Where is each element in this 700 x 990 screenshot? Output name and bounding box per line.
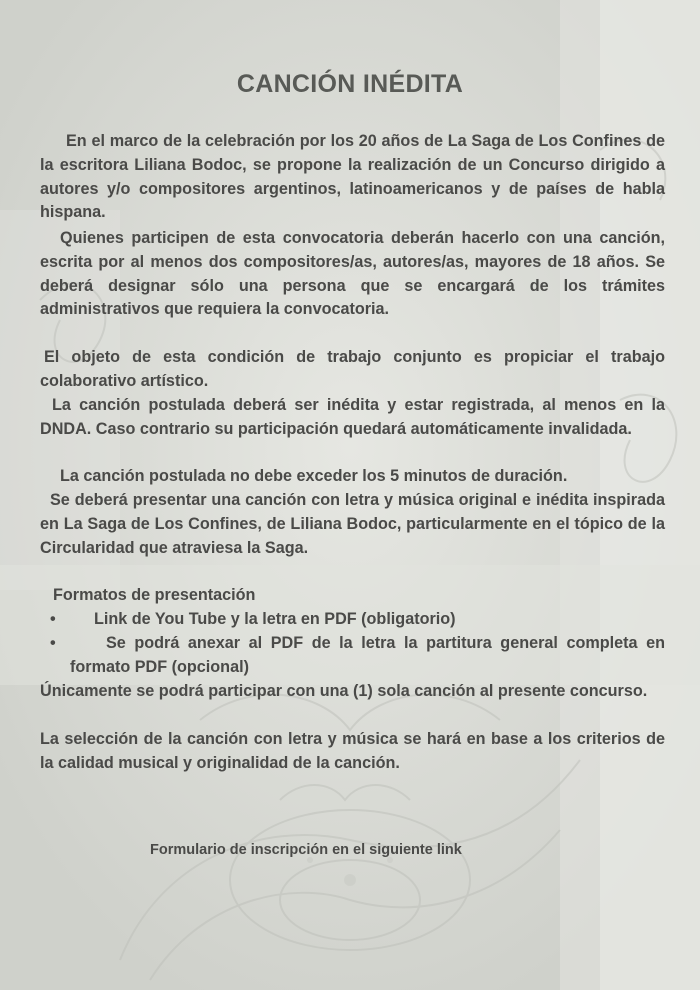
format-item-label: Se podrá anexar al PDF de la letra la partitura general completa en formato PDF (opcional) <box>70 634 665 676</box>
paragraph-unpublished: La canción postulada deberá ser inédita y estar registrada, al menos en la DNDA. Caso contrario su participación quedará automáticamente invalidada. <box>40 396 665 438</box>
format-item-label: Link de You Tube y la letra en PDF (obligatorio) <box>94 610 456 628</box>
bullet-icon: • <box>50 610 56 628</box>
formats-title: Formatos de presentación <box>53 586 256 604</box>
paragraph-original-song: Se deberá presentar una canción con letra y música original e inédita inspirada en La Saga de Los Confines, de Liliana Bodoc, particularmente en el tópico de la Circularidad que atraviesa la Saga. <box>40 491 665 557</box>
paragraph-duration: La canción postulada no debe exceder los 5 minutos de duración. <box>60 467 568 485</box>
document-title: CANCIÓN INÉDITA <box>236 70 464 98</box>
bullet-icon: • <box>50 634 56 652</box>
paragraph-participants: Quienes participen de esta convocatoria deberán hacerlo con una canción, escrita por al menos dos compositores/as, autores/as, mayores de 18 años. Se deberá designar sólo una persona que se encargará de los trámites administrativos que requiera la convocatoria. <box>40 229 665 319</box>
paragraph-selection: La selección de la canción con letra y música se hará en base a los criterios de la calidad musical y originalidad de la canción. <box>40 730 665 772</box>
paragraph-objective: El objeto de esta condición de trabajo conjunto es propiciar el trabajo colaborativo artístico. <box>40 348 665 390</box>
paragraph-intro: En el marco de la celebración por los 20 años de La Saga de Los Confines de la escritora Liliana Bodoc, se propone la realización de un Concurso dirigido a autores y/o compositores argentinos, latinoamericanos y de países de habla hispana. <box>40 132 665 222</box>
paragraph-single-song: Únicamente se podrá participar con una (1) sola canción al presente concurso. <box>40 682 648 700</box>
list-item <box>50 632 665 680</box>
list-item <box>50 608 665 632</box>
registration-form-link-text: Formulario de inscripción en el siguiente link <box>150 842 462 858</box>
